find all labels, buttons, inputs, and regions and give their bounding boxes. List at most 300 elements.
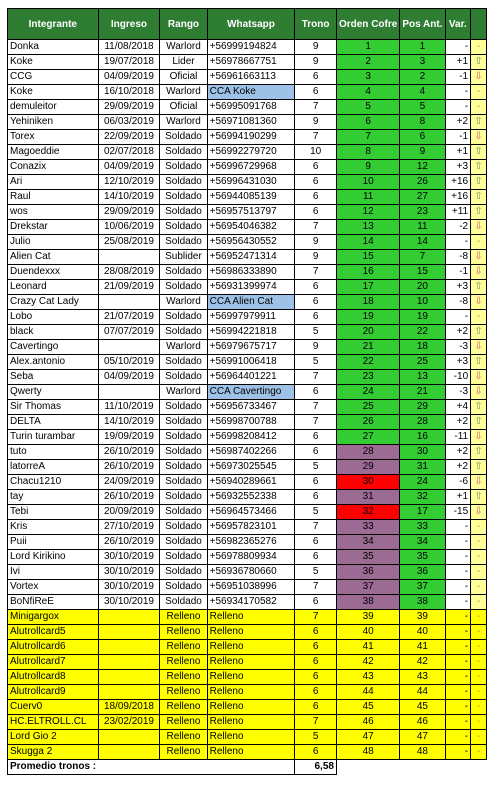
whatsapp-cell[interactable]: +56999194824: [207, 40, 295, 55]
member-name-cell[interactable]: Ari: [8, 175, 99, 190]
previous-position-cell[interactable]: 14: [400, 235, 445, 250]
previous-position-cell[interactable]: 35: [400, 550, 445, 565]
member-name-cell[interactable]: Cavertingo: [8, 340, 99, 355]
trono-cell[interactable]: 6: [295, 640, 337, 655]
member-name-cell[interactable]: Seba: [8, 370, 99, 385]
member-name-cell[interactable]: Crazy Cat Lady: [8, 295, 99, 310]
variation-cell[interactable]: -: [445, 580, 471, 595]
chest-order-cell[interactable]: 4: [336, 85, 399, 100]
whatsapp-cell[interactable]: +56973025545: [207, 460, 295, 475]
join-date-cell[interactable]: 22/09/2019: [98, 130, 160, 145]
member-name-cell[interactable]: Alutrollcard5: [8, 625, 99, 640]
chest-order-cell[interactable]: 44: [336, 685, 399, 700]
trono-cell[interactable]: 6: [295, 745, 337, 760]
trono-cell[interactable]: 7: [295, 220, 337, 235]
previous-position-cell[interactable]: 42: [400, 655, 445, 670]
member-name-cell[interactable]: Turin turambar: [8, 430, 99, 445]
member-name-cell[interactable]: Magoeddie: [8, 145, 99, 160]
whatsapp-cell[interactable]: Relleno: [207, 700, 295, 715]
previous-position-cell[interactable]: 33: [400, 520, 445, 535]
rank-cell[interactable]: Soldado: [160, 130, 207, 145]
trono-cell[interactable]: 9: [295, 340, 337, 355]
trono-cell[interactable]: 7: [295, 130, 337, 145]
join-date-cell[interactable]: 21/07/2019: [98, 310, 160, 325]
trono-cell[interactable]: 7: [295, 100, 337, 115]
previous-position-cell[interactable]: 12: [400, 160, 445, 175]
variation-cell[interactable]: -: [445, 745, 471, 760]
trono-cell[interactable]: 6: [295, 550, 337, 565]
chest-order-cell[interactable]: 38: [336, 595, 399, 610]
join-date-cell[interactable]: 29/09/2019: [98, 205, 160, 220]
rank-cell[interactable]: Soldado: [160, 580, 207, 595]
join-date-cell[interactable]: 19/07/2018: [98, 55, 160, 70]
variation-cell[interactable]: +4: [445, 400, 471, 415]
trono-cell[interactable]: 5: [295, 730, 337, 745]
previous-position-cell[interactable]: 37: [400, 580, 445, 595]
trono-cell[interactable]: 5: [295, 325, 337, 340]
trono-cell[interactable]: 6: [295, 595, 337, 610]
chest-order-cell[interactable]: 28: [336, 445, 399, 460]
member-name-cell[interactable]: Duendexxx: [8, 265, 99, 280]
variation-cell[interactable]: -: [445, 670, 471, 685]
chest-order-cell[interactable]: 2: [336, 55, 399, 70]
rank-cell[interactable]: Soldado: [160, 325, 207, 340]
rank-cell[interactable]: Relleno: [160, 685, 207, 700]
member-name-cell[interactable]: Vortex: [8, 580, 99, 595]
chest-order-cell[interactable]: 36: [336, 565, 399, 580]
col-header-integrante[interactable]: Integrante: [8, 9, 99, 40]
member-name-cell[interactable]: Yehiniken: [8, 115, 99, 130]
chest-order-cell[interactable]: 5: [336, 100, 399, 115]
join-date-cell[interactable]: 30/10/2019: [98, 565, 160, 580]
chest-order-cell[interactable]: 41: [336, 640, 399, 655]
trono-cell[interactable]: 5: [295, 355, 337, 370]
variation-cell[interactable]: -8: [445, 295, 471, 310]
trono-cell[interactable]: 6: [295, 175, 337, 190]
previous-position-cell[interactable]: 43: [400, 670, 445, 685]
chest-order-cell[interactable]: 23: [336, 370, 399, 385]
rank-cell[interactable]: Warlord: [160, 295, 207, 310]
previous-position-cell[interactable]: 29: [400, 400, 445, 415]
variation-cell[interactable]: -: [445, 565, 471, 580]
join-date-cell[interactable]: 02/07/2018: [98, 145, 160, 160]
member-name-cell[interactable]: Alutrollcard7: [8, 655, 99, 670]
join-date-cell[interactable]: 23/02/2019: [98, 715, 160, 730]
variation-cell[interactable]: -: [445, 310, 471, 325]
join-date-cell[interactable]: 05/10/2019: [98, 355, 160, 370]
whatsapp-cell[interactable]: +56996729968: [207, 160, 295, 175]
whatsapp-cell[interactable]: +56998208412: [207, 430, 295, 445]
chest-order-cell[interactable]: 26: [336, 415, 399, 430]
chest-order-cell[interactable]: 46: [336, 715, 399, 730]
previous-position-cell[interactable]: 24: [400, 475, 445, 490]
previous-position-cell[interactable]: 40: [400, 625, 445, 640]
previous-position-cell[interactable]: 9: [400, 145, 445, 160]
trono-cell[interactable]: 6: [295, 310, 337, 325]
variation-cell[interactable]: +11: [445, 205, 471, 220]
join-date-cell[interactable]: [98, 385, 160, 400]
previous-position-cell[interactable]: 19: [400, 310, 445, 325]
whatsapp-cell[interactable]: +56997979911: [207, 310, 295, 325]
trono-cell[interactable]: 7: [295, 715, 337, 730]
rank-cell[interactable]: Relleno: [160, 655, 207, 670]
trono-cell[interactable]: 6: [295, 160, 337, 175]
join-date-cell[interactable]: 16/10/2018: [98, 85, 160, 100]
rank-cell[interactable]: Soldado: [160, 355, 207, 370]
member-name-cell[interactable]: Leonard: [8, 280, 99, 295]
variation-cell[interactable]: +16: [445, 175, 471, 190]
previous-position-cell[interactable]: 11: [400, 220, 445, 235]
member-name-cell[interactable]: Torex: [8, 130, 99, 145]
chest-order-cell[interactable]: 17: [336, 280, 399, 295]
previous-position-cell[interactable]: 21: [400, 385, 445, 400]
rank-cell[interactable]: Soldado: [160, 430, 207, 445]
trono-cell[interactable]: 6: [295, 295, 337, 310]
chest-order-cell[interactable]: 22: [336, 355, 399, 370]
whatsapp-cell[interactable]: +56978667751: [207, 55, 295, 70]
chest-order-cell[interactable]: 14: [336, 235, 399, 250]
rank-cell[interactable]: Warlord: [160, 385, 207, 400]
trono-cell[interactable]: 6: [295, 280, 337, 295]
previous-position-cell[interactable]: 44: [400, 685, 445, 700]
previous-position-cell[interactable]: 22: [400, 325, 445, 340]
rank-cell[interactable]: Relleno: [160, 745, 207, 760]
variation-cell[interactable]: +3: [445, 160, 471, 175]
previous-position-cell[interactable]: 6: [400, 130, 445, 145]
member-name-cell[interactable]: Ivi: [8, 565, 99, 580]
trono-cell[interactable]: 6: [295, 685, 337, 700]
variation-cell[interactable]: -: [445, 655, 471, 670]
chest-order-cell[interactable]: 48: [336, 745, 399, 760]
chest-order-cell[interactable]: 47: [336, 730, 399, 745]
member-name-cell[interactable]: Donka: [8, 40, 99, 55]
member-name-cell[interactable]: Lord Gio 2: [8, 730, 99, 745]
whatsapp-cell[interactable]: +56956430552: [207, 235, 295, 250]
join-date-cell[interactable]: [98, 685, 160, 700]
variation-cell[interactable]: -8: [445, 250, 471, 265]
previous-position-cell[interactable]: 3: [400, 55, 445, 70]
whatsapp-cell[interactable]: +56956733467: [207, 400, 295, 415]
whatsapp-cell[interactable]: +56964573466: [207, 505, 295, 520]
previous-position-cell[interactable]: 8: [400, 115, 445, 130]
join-date-cell[interactable]: 26/10/2019: [98, 535, 160, 550]
col-header-trono[interactable]: Trono: [295, 9, 337, 40]
whatsapp-cell[interactable]: +56944085139: [207, 190, 295, 205]
whatsapp-cell[interactable]: +56994221818: [207, 325, 295, 340]
rank-cell[interactable]: Soldado: [160, 235, 207, 250]
col-header-whatsapp[interactable]: Whatsapp: [207, 9, 295, 40]
rank-cell[interactable]: Warlord: [160, 115, 207, 130]
join-date-cell[interactable]: 25/08/2019: [98, 235, 160, 250]
rank-cell[interactable]: Soldado: [160, 190, 207, 205]
chest-order-cell[interactable]: 12: [336, 205, 399, 220]
rank-cell[interactable]: Soldado: [160, 490, 207, 505]
chest-order-cell[interactable]: 39: [336, 610, 399, 625]
rank-cell[interactable]: Warlord: [160, 340, 207, 355]
variation-cell[interactable]: -3: [445, 340, 471, 355]
join-date-cell[interactable]: [98, 340, 160, 355]
member-name-cell[interactable]: Kris: [8, 520, 99, 535]
rank-cell[interactable]: Warlord: [160, 85, 207, 100]
rank-cell[interactable]: Relleno: [160, 715, 207, 730]
variation-cell[interactable]: +2: [445, 115, 471, 130]
join-date-cell[interactable]: 14/10/2019: [98, 415, 160, 430]
col-header-trend[interactable]: [471, 9, 487, 40]
trono-cell[interactable]: 9: [295, 235, 337, 250]
chest-order-cell[interactable]: 43: [336, 670, 399, 685]
join-date-cell[interactable]: 04/09/2019: [98, 70, 160, 85]
rank-cell[interactable]: Relleno: [160, 730, 207, 745]
variation-cell[interactable]: -: [445, 535, 471, 550]
chest-order-cell[interactable]: 11: [336, 190, 399, 205]
chest-order-cell[interactable]: 29: [336, 460, 399, 475]
previous-position-cell[interactable]: 47: [400, 730, 445, 745]
member-name-cell[interactable]: demuleitor: [8, 100, 99, 115]
chest-order-cell[interactable]: 1: [336, 40, 399, 55]
member-name-cell[interactable]: tay: [8, 490, 99, 505]
variation-cell[interactable]: -1: [445, 70, 471, 85]
join-date-cell[interactable]: 20/09/2019: [98, 505, 160, 520]
chest-order-cell[interactable]: 40: [336, 625, 399, 640]
chest-order-cell[interactable]: 33: [336, 520, 399, 535]
previous-position-cell[interactable]: 5: [400, 100, 445, 115]
variation-cell[interactable]: +2: [445, 445, 471, 460]
rank-cell[interactable]: Soldado: [160, 550, 207, 565]
whatsapp-cell[interactable]: +56952471314: [207, 250, 295, 265]
variation-cell[interactable]: -: [445, 40, 471, 55]
variation-cell[interactable]: -2: [445, 220, 471, 235]
rank-cell[interactable]: Lider: [160, 55, 207, 70]
trono-cell[interactable]: 7: [295, 415, 337, 430]
join-date-cell[interactable]: [98, 610, 160, 625]
member-name-cell[interactable]: Qwerty: [8, 385, 99, 400]
join-date-cell[interactable]: 21/09/2019: [98, 280, 160, 295]
trono-cell[interactable]: 5: [295, 505, 337, 520]
member-name-cell[interactable]: Koke: [8, 55, 99, 70]
variation-cell[interactable]: -: [445, 610, 471, 625]
variation-cell[interactable]: -1: [445, 130, 471, 145]
variation-cell[interactable]: -15: [445, 505, 471, 520]
whatsapp-cell[interactable]: +56961663113: [207, 70, 295, 85]
chest-order-cell[interactable]: 15: [336, 250, 399, 265]
whatsapp-cell[interactable]: +56994190299: [207, 130, 295, 145]
trono-cell[interactable]: 5: [295, 460, 337, 475]
whatsapp-cell[interactable]: +56979675717: [207, 340, 295, 355]
join-date-cell[interactable]: 04/09/2019: [98, 370, 160, 385]
variation-cell[interactable]: +2: [445, 460, 471, 475]
previous-position-cell[interactable]: 2: [400, 70, 445, 85]
chest-order-cell[interactable]: 24: [336, 385, 399, 400]
rank-cell[interactable]: Soldado: [160, 595, 207, 610]
trono-cell[interactable]: 6: [295, 490, 337, 505]
trono-cell[interactable]: 6: [295, 655, 337, 670]
whatsapp-cell[interactable]: CCA Cavertingo: [207, 385, 295, 400]
trono-cell[interactable]: 6: [295, 445, 337, 460]
chest-order-cell[interactable]: 10: [336, 175, 399, 190]
rank-cell[interactable]: Relleno: [160, 670, 207, 685]
trono-cell[interactable]: 7: [295, 370, 337, 385]
member-name-cell[interactable]: Raul: [8, 190, 99, 205]
col-header-pos-ant[interactable]: Pos Ant.: [400, 9, 445, 40]
variation-cell[interactable]: -10: [445, 370, 471, 385]
previous-position-cell[interactable]: 46: [400, 715, 445, 730]
trono-cell[interactable]: 9: [295, 115, 337, 130]
member-name-cell[interactable]: Alex.antonio: [8, 355, 99, 370]
chest-order-cell[interactable]: 6: [336, 115, 399, 130]
trono-cell[interactable]: 7: [295, 520, 337, 535]
previous-position-cell[interactable]: 23: [400, 205, 445, 220]
chest-order-cell[interactable]: 19: [336, 310, 399, 325]
member-name-cell[interactable]: HC.ELTROLL.CL: [8, 715, 99, 730]
previous-position-cell[interactable]: 16: [400, 430, 445, 445]
whatsapp-cell[interactable]: +56998700788: [207, 415, 295, 430]
trono-cell[interactable]: 9: [295, 250, 337, 265]
join-date-cell[interactable]: 30/10/2019: [98, 580, 160, 595]
rank-cell[interactable]: Soldado: [160, 460, 207, 475]
member-name-cell[interactable]: Alutrollcard9: [8, 685, 99, 700]
join-date-cell[interactable]: 26/10/2019: [98, 460, 160, 475]
variation-cell[interactable]: +1: [445, 490, 471, 505]
member-name-cell[interactable]: Conazix: [8, 160, 99, 175]
variation-cell[interactable]: -: [445, 100, 471, 115]
join-date-cell[interactable]: [98, 295, 160, 310]
chest-order-cell[interactable]: 21: [336, 340, 399, 355]
whatsapp-cell[interactable]: Relleno: [207, 685, 295, 700]
trono-cell[interactable]: 6: [295, 385, 337, 400]
member-name-cell[interactable]: latorreA: [8, 460, 99, 475]
rank-cell[interactable]: Soldado: [160, 160, 207, 175]
variation-cell[interactable]: +3: [445, 280, 471, 295]
trono-cell[interactable]: 9: [295, 55, 337, 70]
whatsapp-cell[interactable]: +56957513797: [207, 205, 295, 220]
rank-cell[interactable]: Relleno: [160, 625, 207, 640]
join-date-cell[interactable]: 30/10/2019: [98, 550, 160, 565]
rank-cell[interactable]: Soldado: [160, 280, 207, 295]
rank-cell[interactable]: Warlord: [160, 40, 207, 55]
trono-cell[interactable]: 7: [295, 400, 337, 415]
whatsapp-cell[interactable]: +56951038996: [207, 580, 295, 595]
member-name-cell[interactable]: Skugga 2: [8, 745, 99, 760]
previous-position-cell[interactable]: 20: [400, 280, 445, 295]
variation-cell[interactable]: -3: [445, 385, 471, 400]
previous-position-cell[interactable]: 28: [400, 415, 445, 430]
variation-cell[interactable]: -: [445, 85, 471, 100]
whatsapp-cell[interactable]: +56957823101: [207, 520, 295, 535]
previous-position-cell[interactable]: 45: [400, 700, 445, 715]
join-date-cell[interactable]: 11/10/2019: [98, 400, 160, 415]
whatsapp-cell[interactable]: +56940289661: [207, 475, 295, 490]
whatsapp-cell[interactable]: +56954046382: [207, 220, 295, 235]
join-date-cell[interactable]: 12/10/2019: [98, 175, 160, 190]
variation-cell[interactable]: -: [445, 715, 471, 730]
chest-order-cell[interactable]: 9: [336, 160, 399, 175]
variation-cell[interactable]: -11: [445, 430, 471, 445]
previous-position-cell[interactable]: 15: [400, 265, 445, 280]
variation-cell[interactable]: +16: [445, 190, 471, 205]
whatsapp-cell[interactable]: +56991006418: [207, 355, 295, 370]
variation-cell[interactable]: -: [445, 550, 471, 565]
chest-order-cell[interactable]: 31: [336, 490, 399, 505]
join-date-cell[interactable]: [98, 655, 160, 670]
col-header-var[interactable]: Var.: [445, 9, 471, 40]
rank-cell[interactable]: Soldado: [160, 535, 207, 550]
previous-position-cell[interactable]: 26: [400, 175, 445, 190]
whatsapp-cell[interactable]: +56978809934: [207, 550, 295, 565]
variation-cell[interactable]: -: [445, 640, 471, 655]
rank-cell[interactable]: Soldado: [160, 475, 207, 490]
join-date-cell[interactable]: 24/09/2019: [98, 475, 160, 490]
variation-cell[interactable]: +2: [445, 415, 471, 430]
trono-cell[interactable]: 6: [295, 205, 337, 220]
join-date-cell[interactable]: 26/10/2019: [98, 445, 160, 460]
join-date-cell[interactable]: 28/08/2019: [98, 265, 160, 280]
member-name-cell[interactable]: Lobo: [8, 310, 99, 325]
join-date-cell[interactable]: 19/09/2019: [98, 430, 160, 445]
chest-order-cell[interactable]: 20: [336, 325, 399, 340]
trono-cell[interactable]: 6: [295, 430, 337, 445]
whatsapp-cell[interactable]: CCA Alien Cat: [207, 295, 295, 310]
rank-cell[interactable]: Soldado: [160, 565, 207, 580]
previous-position-cell[interactable]: 13: [400, 370, 445, 385]
join-date-cell[interactable]: 29/09/2019: [98, 100, 160, 115]
variation-cell[interactable]: +2: [445, 325, 471, 340]
member-name-cell[interactable]: DELTA: [8, 415, 99, 430]
previous-position-cell[interactable]: 41: [400, 640, 445, 655]
join-date-cell[interactable]: 07/07/2019: [98, 325, 160, 340]
rank-cell[interactable]: Soldado: [160, 265, 207, 280]
member-name-cell[interactable]: Cuerv0: [8, 700, 99, 715]
member-name-cell[interactable]: black: [8, 325, 99, 340]
variation-cell[interactable]: -: [445, 685, 471, 700]
rank-cell[interactable]: Relleno: [160, 610, 207, 625]
chest-order-cell[interactable]: 16: [336, 265, 399, 280]
member-name-cell[interactable]: Alutrollcard6: [8, 640, 99, 655]
member-name-cell[interactable]: Puii: [8, 535, 99, 550]
rank-cell[interactable]: Soldado: [160, 145, 207, 160]
member-name-cell[interactable]: CCG: [8, 70, 99, 85]
previous-position-cell[interactable]: 1: [400, 40, 445, 55]
rank-cell[interactable]: Soldado: [160, 370, 207, 385]
rank-cell[interactable]: Soldado: [160, 175, 207, 190]
col-header-rango[interactable]: Rango: [160, 9, 207, 40]
member-name-cell[interactable]: wos: [8, 205, 99, 220]
trono-cell[interactable]: 6: [295, 535, 337, 550]
whatsapp-cell[interactable]: Relleno: [207, 655, 295, 670]
whatsapp-cell[interactable]: Relleno: [207, 745, 295, 760]
trono-cell[interactable]: 7: [295, 265, 337, 280]
member-name-cell[interactable]: Drekstar: [8, 220, 99, 235]
join-date-cell[interactable]: 26/10/2019: [98, 490, 160, 505]
chest-order-cell[interactable]: 25: [336, 400, 399, 415]
trono-cell[interactable]: 6: [295, 670, 337, 685]
chest-order-cell[interactable]: 13: [336, 220, 399, 235]
whatsapp-cell[interactable]: Relleno: [207, 670, 295, 685]
chest-order-cell[interactable]: 37: [336, 580, 399, 595]
variation-cell[interactable]: +1: [445, 55, 471, 70]
variation-cell[interactable]: -: [445, 595, 471, 610]
join-date-cell[interactable]: [98, 745, 160, 760]
previous-position-cell[interactable]: 48: [400, 745, 445, 760]
member-name-cell[interactable]: Sir Thomas: [8, 400, 99, 415]
chest-order-cell[interactable]: 7: [336, 130, 399, 145]
chest-order-cell[interactable]: 35: [336, 550, 399, 565]
previous-position-cell[interactable]: 39: [400, 610, 445, 625]
rank-cell[interactable]: Oficial: [160, 70, 207, 85]
previous-position-cell[interactable]: 34: [400, 535, 445, 550]
whatsapp-cell[interactable]: Relleno: [207, 715, 295, 730]
member-name-cell[interactable]: Julio: [8, 235, 99, 250]
trono-cell[interactable]: 6: [295, 85, 337, 100]
